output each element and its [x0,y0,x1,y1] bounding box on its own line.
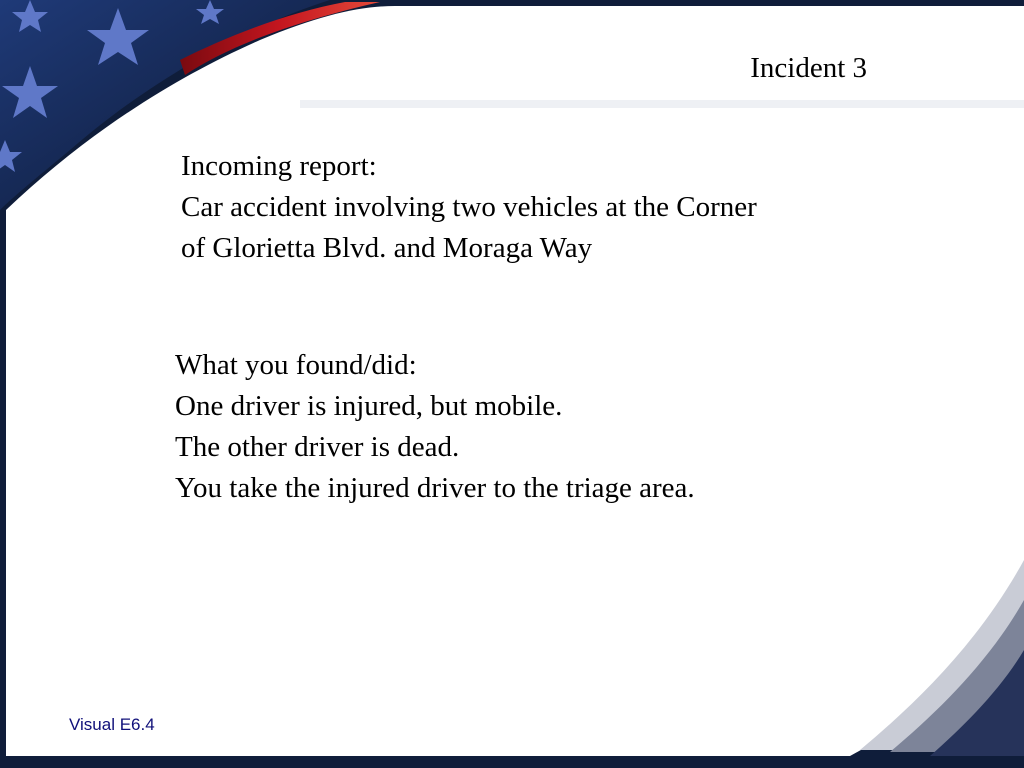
slide-title: Incident 3 [750,52,867,84]
report-heading: Incoming report: [181,150,377,182]
found-line: One driver is injured, but mobile. [175,390,563,422]
found-heading: What you found/did: [175,349,417,381]
found-did-block [175,345,695,509]
report-line: Car accident involving two vehicles at the Corner [181,191,757,223]
found-line: You take the injured driver to the triage area. [175,472,695,504]
report-line: of Glorietta Blvd. and Moraga Way [181,232,593,264]
footer-label: Visual E6.4 [69,715,155,734]
found-line: The other driver is dead. [175,431,460,463]
incoming-report-block [181,146,757,269]
